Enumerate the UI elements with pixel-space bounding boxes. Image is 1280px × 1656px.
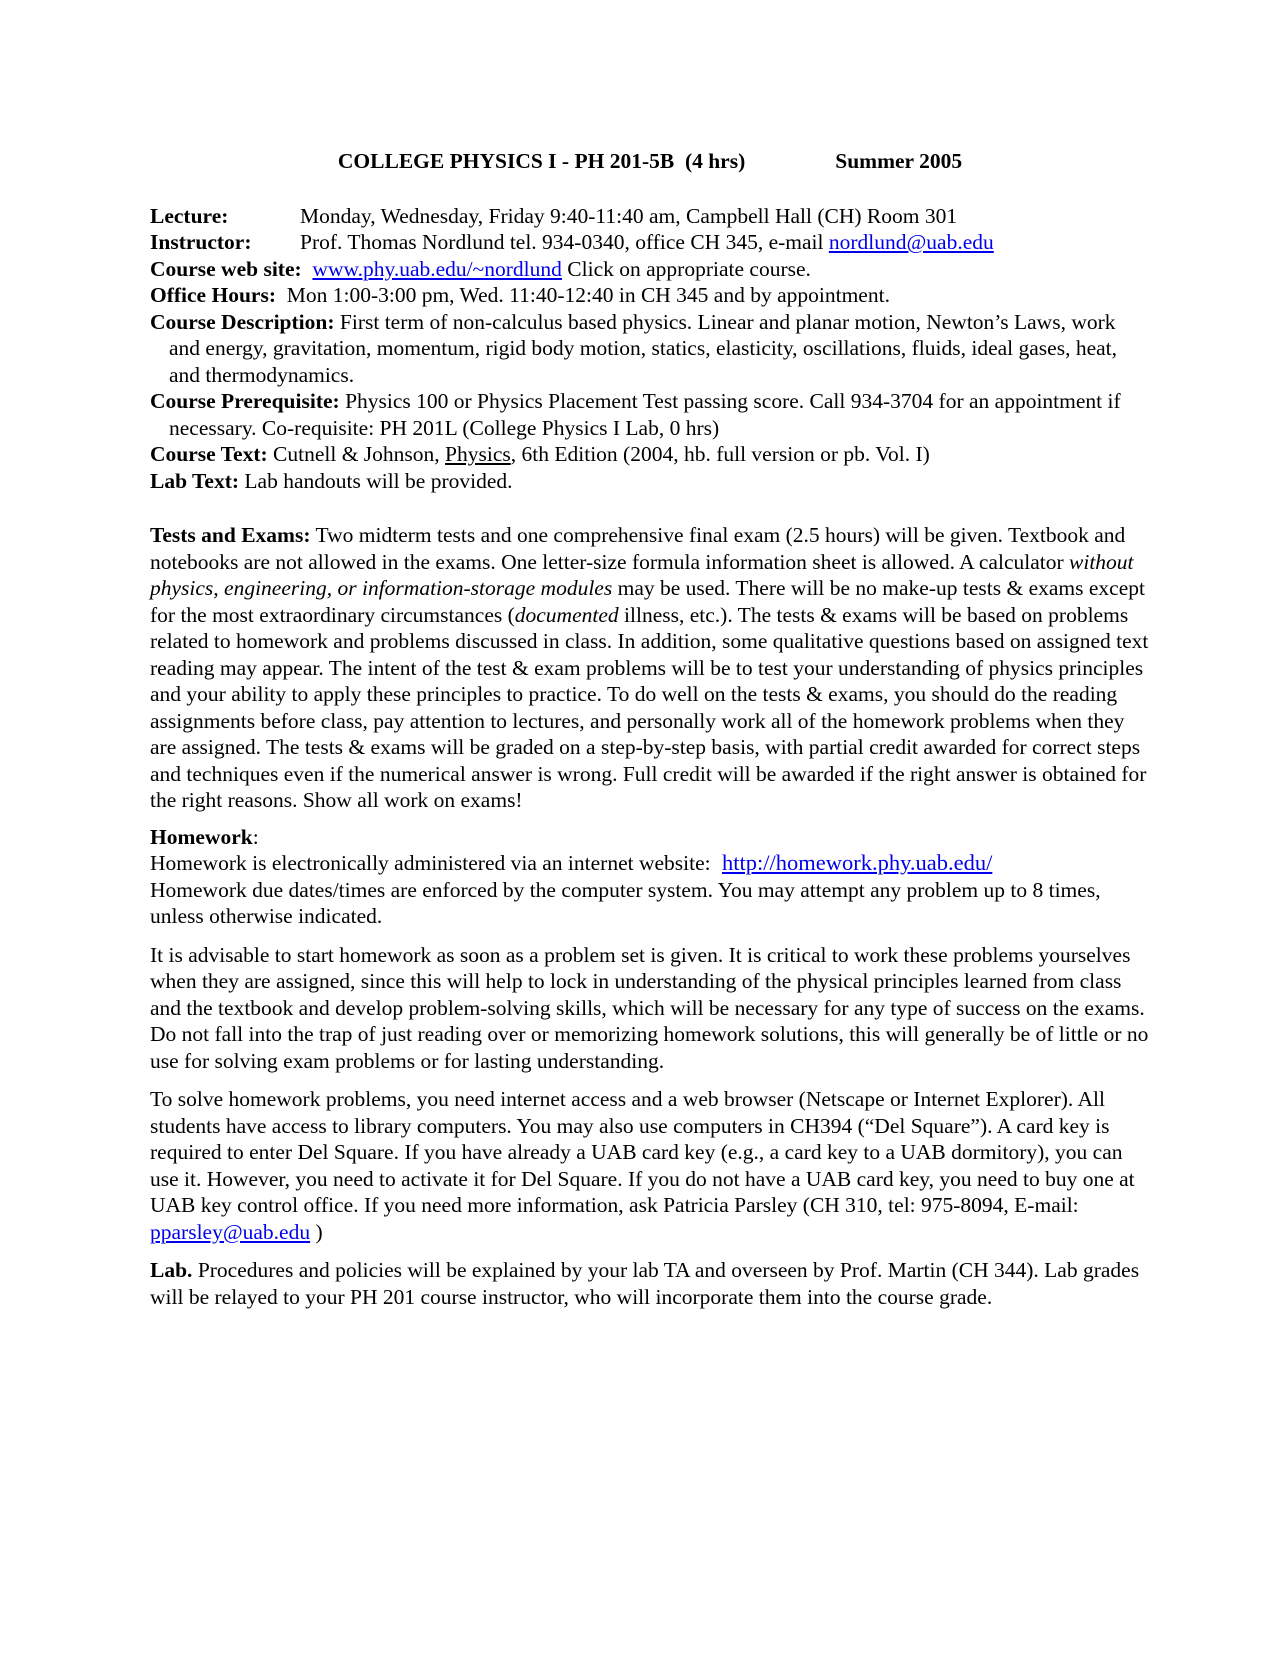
website-label: Course web site:: [150, 256, 302, 281]
tests-text-2: may be used. There will be no make-up tests & exams except for the most extraordinary circumstances (: [150, 576, 1145, 627]
course-text-row: [150, 441, 1150, 468]
lab-text-row: [150, 468, 1150, 495]
lecture-row: [150, 203, 1150, 230]
lecture-text: Monday, Wednesday, Friday 9:40-11:40 am, Campbell Hall (CH) Room 301: [300, 203, 958, 228]
instructor-row: [150, 229, 1150, 256]
lab-text: Procedures and policies will be explained by your lab TA and overseen by Prof. Martin (CH 344). Lab grades will be relayed to your PH 201 course instructor, who will incorporate them into the course grade.: [150, 1258, 1140, 1309]
calculator-restriction: without physics, engineering, or information-storage modules: [150, 549, 1134, 600]
course-prerequisite: [150, 388, 1150, 441]
homework-paragraph-1: [150, 850, 1150, 930]
lab-paragraph: [150, 1257, 1150, 1310]
term: Summer 2005: [835, 149, 963, 173]
homework-label: Homework: [150, 824, 253, 849]
course-text-before: Cutnell & Johnson,: [267, 442, 446, 466]
tests-text-1: Two midterm tests and one comprehensive final exam (2.5 hours) will be given. Textbook and notebooks are not allowed in the exams. One letter-size formula information sheet is allowed. A calculator: [150, 523, 1126, 574]
homework-p3-before: To solve homework problems, you need internet access and a web browser (Netscape or Internet Explorer). All students have access to library computers. You may also use computers in CH394 (“Del Square”). A card key is required to enter Del Square. If you have already a UAB card key (e.g., a card key to a UAB dormitory), you can use it. However, you need to activate it for Del Square. If you do not have a UAB card key, you need to buy one at UAB key control office. If you need more information, ask Patricia Parsley (CH 310, tel: 975-8094, E-mail:: [150, 1087, 1135, 1217]
office-hours-text: Mon 1:00-3:00 pm, Wed. 11:40-12:40 in CH 345 and by appointment.: [286, 283, 890, 307]
homework-website-link[interactable]: http://homework.phy.uab.edu/: [721, 850, 993, 875]
instructor-text: Prof. Thomas Nordlund tel. 934-0340, office CH 345, e-mail: [300, 230, 829, 254]
description-label: Course Description:: [150, 309, 335, 334]
course-text-label: Course Text:: [150, 442, 268, 466]
website-row: [150, 256, 1150, 283]
course-title: COLLEGE PHYSICS I - PH 201-5B (4 hrs): [337, 149, 746, 173]
tests-label: Tests and Exams:: [150, 523, 311, 547]
lecture-label: Lecture:: [150, 203, 229, 228]
tests-text-3: illness, etc.). The tests & exams will be based on problems related to homework and problems discussed in class. In addition, some qualitative questions based on assigned text reading may appear. The intent of the test & exam problems will be to test your understanding of physics principles and your ability to apply these principles to practice. To do well on the tests & exams, you should do the reading assignments before class, pay attention to lectures, and personally work all of the homework problems when they are assigned. The tests & exams will be graded on a step-by-step basis, with partial credit awarded for correct steps and techniques even if the numerical answer is wrong. Full credit will be awarded if the right answer is obtained for the right reasons. Show all work on exams!: [150, 602, 1149, 812]
homework-p3-after: ): [310, 1219, 323, 1244]
homework-p1-after: Homework due dates/times are enforced by the computer system. You may attempt any problem up to 8 times, unless otherwise indicated.: [150, 877, 1101, 928]
website-after: Click on appropriate course.: [561, 256, 811, 281]
lab-label: Lab.: [150, 1258, 193, 1282]
homework-paragraph-3: [150, 1086, 1150, 1245]
lab-text-value: Lab handouts will be provided.: [239, 468, 513, 493]
instructor-label: Instructor:: [150, 230, 252, 254]
documented-word: documented: [514, 602, 619, 627]
prereq-label: Course Prerequisite:: [150, 389, 340, 413]
course-text-after: , 6th Edition (2004, hb. full version or pb. Vol. I): [510, 442, 930, 466]
office-hours-row: [150, 282, 1150, 309]
prereq-text: Physics 100 or Physics Placement Test passing score. Call 934-3704 for an appointment if necessary. Co-requisite: PH 201L (College Physics I Lab, 0 hrs): [169, 389, 1121, 440]
textbook-title: Physics: [445, 442, 511, 466]
syllabus-content: [150, 148, 1150, 1310]
lab-text-label: Lab Text:: [150, 468, 240, 493]
page-title: [150, 148, 1150, 175]
homework-colon: :: [252, 824, 259, 849]
office-hours-label: Office Hours:: [150, 283, 276, 307]
homework-p1-before: Homework is electronically administered via an internet website:: [150, 851, 716, 875]
course-description: [150, 309, 1150, 389]
course-website-link[interactable]: www.phy.uab.edu/~nordlund: [312, 256, 562, 281]
parsley-email-link[interactable]: pparsley@uab.edu: [150, 1219, 311, 1244]
tests-exams-paragraph: [150, 522, 1150, 814]
homework-heading: [150, 824, 1150, 851]
description-text: First term of non-calculus based physics. Linear and planar motion, Newton’s Laws, work and energy, gravitation, momentum, rigid body motion, statics, elasticity, oscillations, fluids, ideal gases, heat, and thermodynamics.: [169, 309, 1118, 387]
homework-paragraph-2: It is advisable to start homework as soon as a problem set is given. It is critical to work these problems yourselves when they are assigned, since this will help to lock in understanding of the physical principles learned from class and the textbook and develop problem-solving skills, which will be necessary for any type of success on the exams. Do not fall into the trap of just reading over or memorizing homework solutions, this will generally be of little or no use for solving exam problems or for lasting understanding.: [150, 942, 1149, 1073]
instructor-email-link[interactable]: nordlund@uab.edu: [828, 230, 994, 254]
